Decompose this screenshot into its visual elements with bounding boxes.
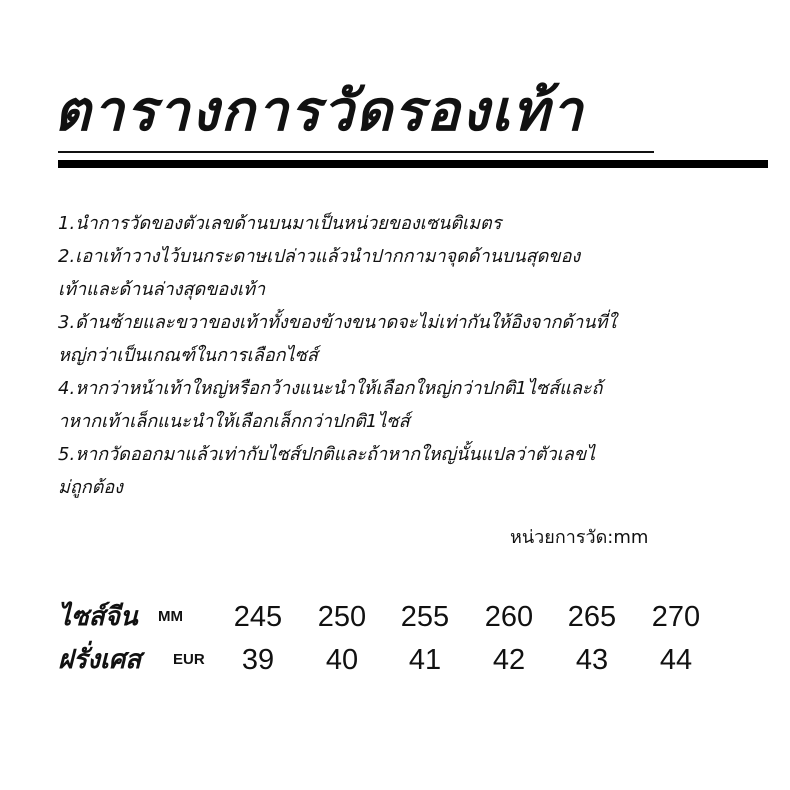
size-row-unit: EUR: [173, 651, 205, 668]
instruction-line: เท้าและด้านล่างสุดของเท้า: [58, 279, 266, 300]
instruction-line: ม่ถูกต้อง: [58, 477, 123, 498]
size-value: 250: [317, 601, 367, 633]
instruction-line: 4.หากว่าหน้าเท้าใหญ่หรือกว้างแนะนำให้เลือกใหญ่กว่าปกติ1ไซส์และถ้: [58, 378, 603, 399]
instruction-line: 2.เอาเท้าวางไว้บนกระดาษเปล่าวแล้วนำปากกามาจุดด้านบนสุดของ: [58, 246, 581, 267]
size-value: 44: [659, 644, 693, 676]
size-value: 260: [484, 601, 534, 633]
size-value: 245: [233, 601, 283, 633]
instruction-line: าหากเท้าเล็กแนะนำให้เลือกเล็กกว่าปกติ1ไซส์: [58, 411, 410, 432]
instruction-line: หญ่กว่าเป็นเกณฑ์ในการเลือกไซส์: [58, 345, 318, 366]
instruction-line: 3.ด้านซ้ายและขวาของเท้าทั้งของข้างขนาดจะไม่เท่ากันให้อิงจากด้านที่ใ: [58, 312, 617, 333]
unit-note: หน่วยการวัด:mm: [510, 527, 649, 548]
page-title: ตารางการวัดรองเท้า: [54, 79, 585, 144]
title-divider-thick: [58, 160, 768, 168]
size-row-label: ไซส์จีน: [58, 602, 138, 632]
instruction-line: 5.หากวัดออกมาแล้วเท่ากับไซส์ปกติและถ้าหากใหญ่นั้นแปลว่าตัวเลขไ: [58, 444, 596, 465]
size-value: 40: [325, 644, 359, 676]
title-divider-thin: [58, 151, 654, 153]
size-value: 39: [241, 644, 275, 676]
size-value: 255: [400, 601, 450, 633]
instruction-line: 1.นำการวัดของตัวเลขด้านบนมาเป็นหน่วยของเซนติเมตร: [58, 213, 502, 234]
size-row-eu: [58, 640, 758, 680]
size-value: 42: [492, 644, 526, 676]
size-row-cn: [58, 597, 758, 637]
size-value: 43: [575, 644, 609, 676]
size-value: 41: [408, 644, 442, 676]
measurement-instructions: [58, 207, 758, 504]
size-row-label: ฝรั่งเศส: [58, 645, 142, 675]
size-value: 265: [567, 601, 617, 633]
size-row-unit: MM: [158, 608, 183, 625]
size-value: 270: [651, 601, 701, 633]
